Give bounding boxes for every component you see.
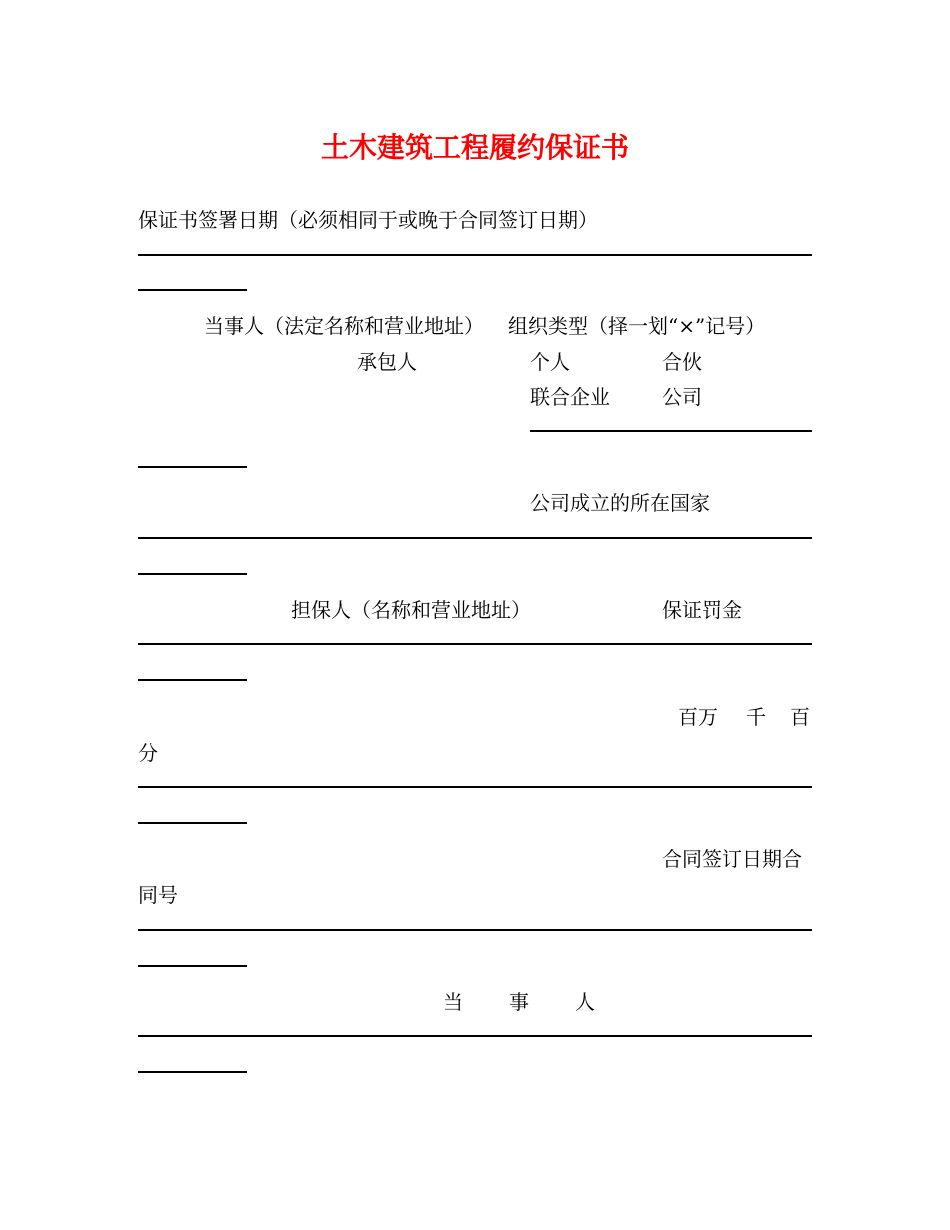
signing-date-line-cont	[138, 289, 247, 291]
org-type-line	[530, 430, 812, 432]
document-title: 土木建筑工程履约保证书	[320, 131, 629, 164]
unit-million: 百万	[678, 705, 718, 729]
party-heading-char-3: 人	[575, 990, 595, 1014]
unit-thousand: 千	[746, 705, 766, 729]
amount-line-cont	[138, 822, 247, 824]
guarantor-line-cont	[138, 679, 247, 681]
amount-line	[138, 786, 812, 788]
party-heading-char-2: 事	[509, 990, 529, 1014]
company-country-line	[138, 537, 812, 539]
penalty-label: 保证罚金	[662, 598, 742, 622]
org-type-label: 组织类型（择一划“×”记号）	[508, 314, 766, 338]
signing-date-line	[138, 254, 812, 256]
signing-date-label: 保证书签署日期（必须相同于或晚于合同签订日期）	[138, 208, 598, 232]
company-country-line-cont	[138, 573, 247, 575]
party-line-cont	[138, 1071, 247, 1073]
org-type-line-cont	[138, 466, 247, 468]
guarantor-line	[138, 643, 812, 645]
unit-hundred: 百	[790, 705, 810, 729]
contract-date-number-label: 合同签订日期合	[662, 847, 802, 871]
contractor-label: 承包人	[357, 350, 417, 374]
guarantor-label: 担保人（名称和营业地址）	[291, 598, 531, 622]
party-heading-char-1: 当	[443, 990, 463, 1014]
org-option-joint-venture: 联合企业	[530, 385, 610, 409]
party-line	[138, 1035, 812, 1037]
org-option-partnership: 合伙	[662, 350, 702, 374]
contract-line	[138, 929, 812, 931]
org-option-individual: 个人	[530, 350, 570, 374]
contract-date-number-label-cont: 同号	[138, 883, 178, 907]
company-country-label: 公司成立的所在国家	[530, 491, 710, 515]
unit-cent: 分	[138, 741, 158, 765]
contract-line-cont	[138, 965, 247, 967]
org-option-company: 公司	[662, 385, 702, 409]
party-label: 当事人（法定名称和营业地址）	[204, 314, 484, 338]
